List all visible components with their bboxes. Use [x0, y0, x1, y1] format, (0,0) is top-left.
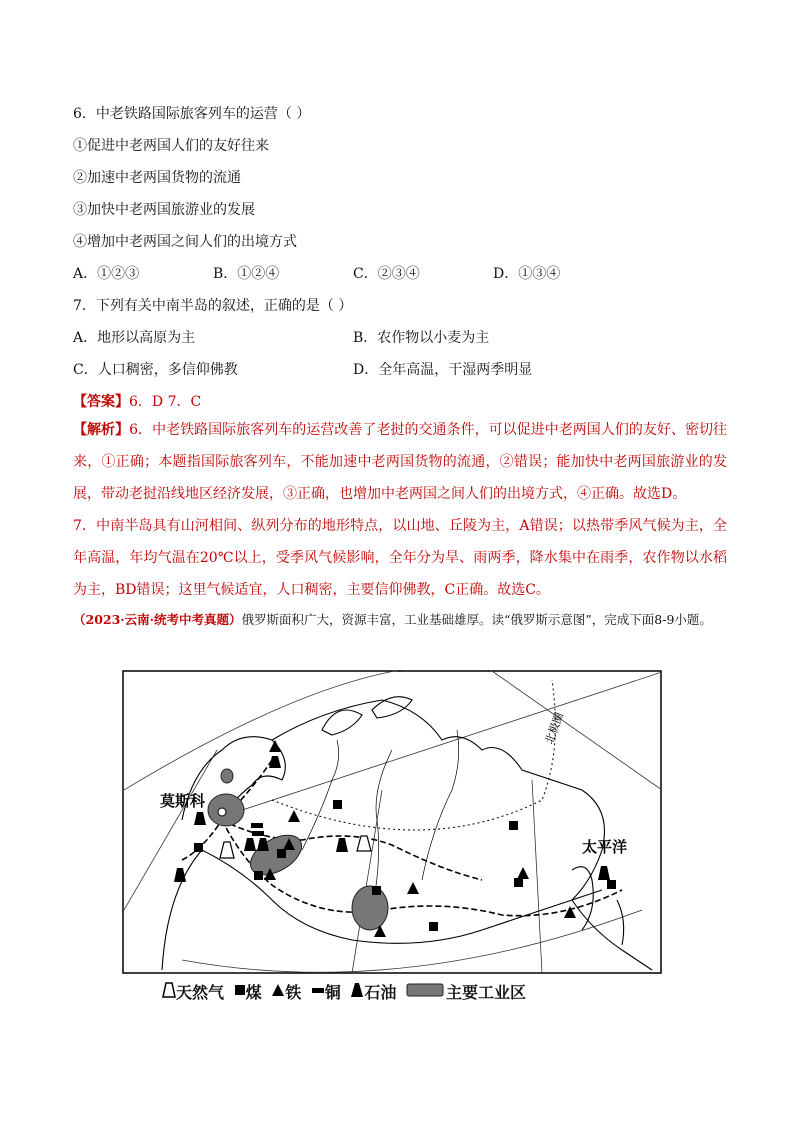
q6-item-4: ④增加中老两国之间人们的出境方式: [73, 234, 297, 250]
analysis-paragraph-7: [73, 510, 727, 606]
q6-item-3: ③加快中老两国旅游业的发展: [73, 202, 255, 218]
q6-option-b: B．①②④: [213, 266, 280, 282]
q7-option-b: B．农作物以小麦为主: [353, 330, 490, 346]
coal-symbol: [509, 821, 518, 830]
q6-option-c: C．②③④: [353, 266, 420, 282]
q6-item-1: ①促进中老两国人们的友好往来: [73, 138, 269, 154]
q7-stem: 7．下列有关中南半岛的叙述，正确的是（ ）: [73, 298, 353, 314]
analysis-tag: 【解析】: [73, 422, 130, 438]
coal-symbol: [514, 878, 523, 887]
industry-legend-label: 主要工业区: [445, 983, 526, 1002]
question-source: （2023·云南·统考中考真题）: [73, 612, 242, 627]
coal-symbol: [194, 843, 203, 852]
q6-option-d: D．①③④: [493, 266, 561, 282]
map-legend: [162, 980, 526, 1003]
q6-option-a: A．①②③: [73, 266, 140, 282]
copper-symbol: [251, 823, 263, 828]
analysis-text-6: 6．中老铁路国际旅客列车的运营改善了老挝的交通条件，可以促进中老两国人们的友好、密切往来，①正确；本题指国际旅客列车，不能加速中老两国货物的流通，②错误；能加快中老两国旅游业的发展，带动老挝沿线地区经济发展，③正确，也增加中老两国之间人们的出境方式，④正确。故选D。: [73, 422, 728, 502]
coal-symbol: [429, 922, 438, 931]
answer-text: 6．D 7．C: [129, 394, 202, 410]
coal-symbol: [607, 880, 616, 889]
answer-tag: 【答案】: [73, 394, 129, 410]
coal-symbol: [277, 849, 286, 858]
arctic-circle-label: 北极圈: [542, 710, 567, 747]
oil-legend-label: 石油: [364, 983, 397, 1002]
industry-legend-icon: [406, 982, 446, 1002]
iron-legend-icon: [271, 982, 285, 1001]
q7-option-d: D．全年高温，干湿两季明显: [353, 362, 533, 378]
q6-item-2: ②加速中老两国货物的流通: [73, 170, 241, 186]
coal-symbol: [254, 871, 263, 880]
pacific-label: 太平洋: [582, 838, 628, 856]
coal-symbol: [333, 800, 342, 809]
gas-legend-icon: [162, 981, 176, 1003]
iron-legend-label: 铁: [285, 983, 302, 1002]
intro-text: 俄罗斯面积广大，资源丰富，工业基础雄厚。读“俄罗斯示意图”，完成下面8-9小题。: [241, 612, 712, 627]
q7-option-a: A．地形以高原为主: [73, 330, 196, 346]
copper-legend-icon: [311, 982, 325, 1001]
copper-symbol: [252, 831, 264, 836]
coal-legend-icon: [234, 982, 246, 1001]
question-intro: [73, 604, 733, 636]
gas-legend-label: 天然气: [176, 983, 225, 1002]
analysis-text-7: 7．中南半岛具有山河相间、纵列分布的地形特点，以山地、丘陵为主，A错误；以热带季风气候为主，全年高温，年均气温在20℃以上，受季风气候影响，全年分为旱、雨两季，降水集中在雨季，农作物以水稻为主，BD错误；这里气候适宜，人口稠密，主要信仰佛教，C正确。故选C。: [73, 518, 727, 598]
q6-stem: 6．中老铁路国际旅客列车的运营（ ）: [73, 106, 311, 122]
moscow-point: [218, 808, 226, 816]
industrial-zone-kuzbass: [352, 886, 388, 930]
oil-legend-icon: [350, 981, 364, 1003]
q7-option-c: C．人口稠密，多信仰佛教: [73, 362, 238, 378]
answer-line: [73, 392, 201, 412]
coal-legend-label: 煤: [245, 983, 262, 1002]
coal-symbol: [372, 886, 381, 895]
industrial-zone-stpetersburg: [221, 769, 233, 783]
russia-map: [122, 670, 662, 974]
analysis-paragraph-6: [73, 414, 727, 510]
copper-legend-label: 铜: [324, 983, 341, 1002]
moscow-label: 莫斯科: [160, 792, 206, 810]
